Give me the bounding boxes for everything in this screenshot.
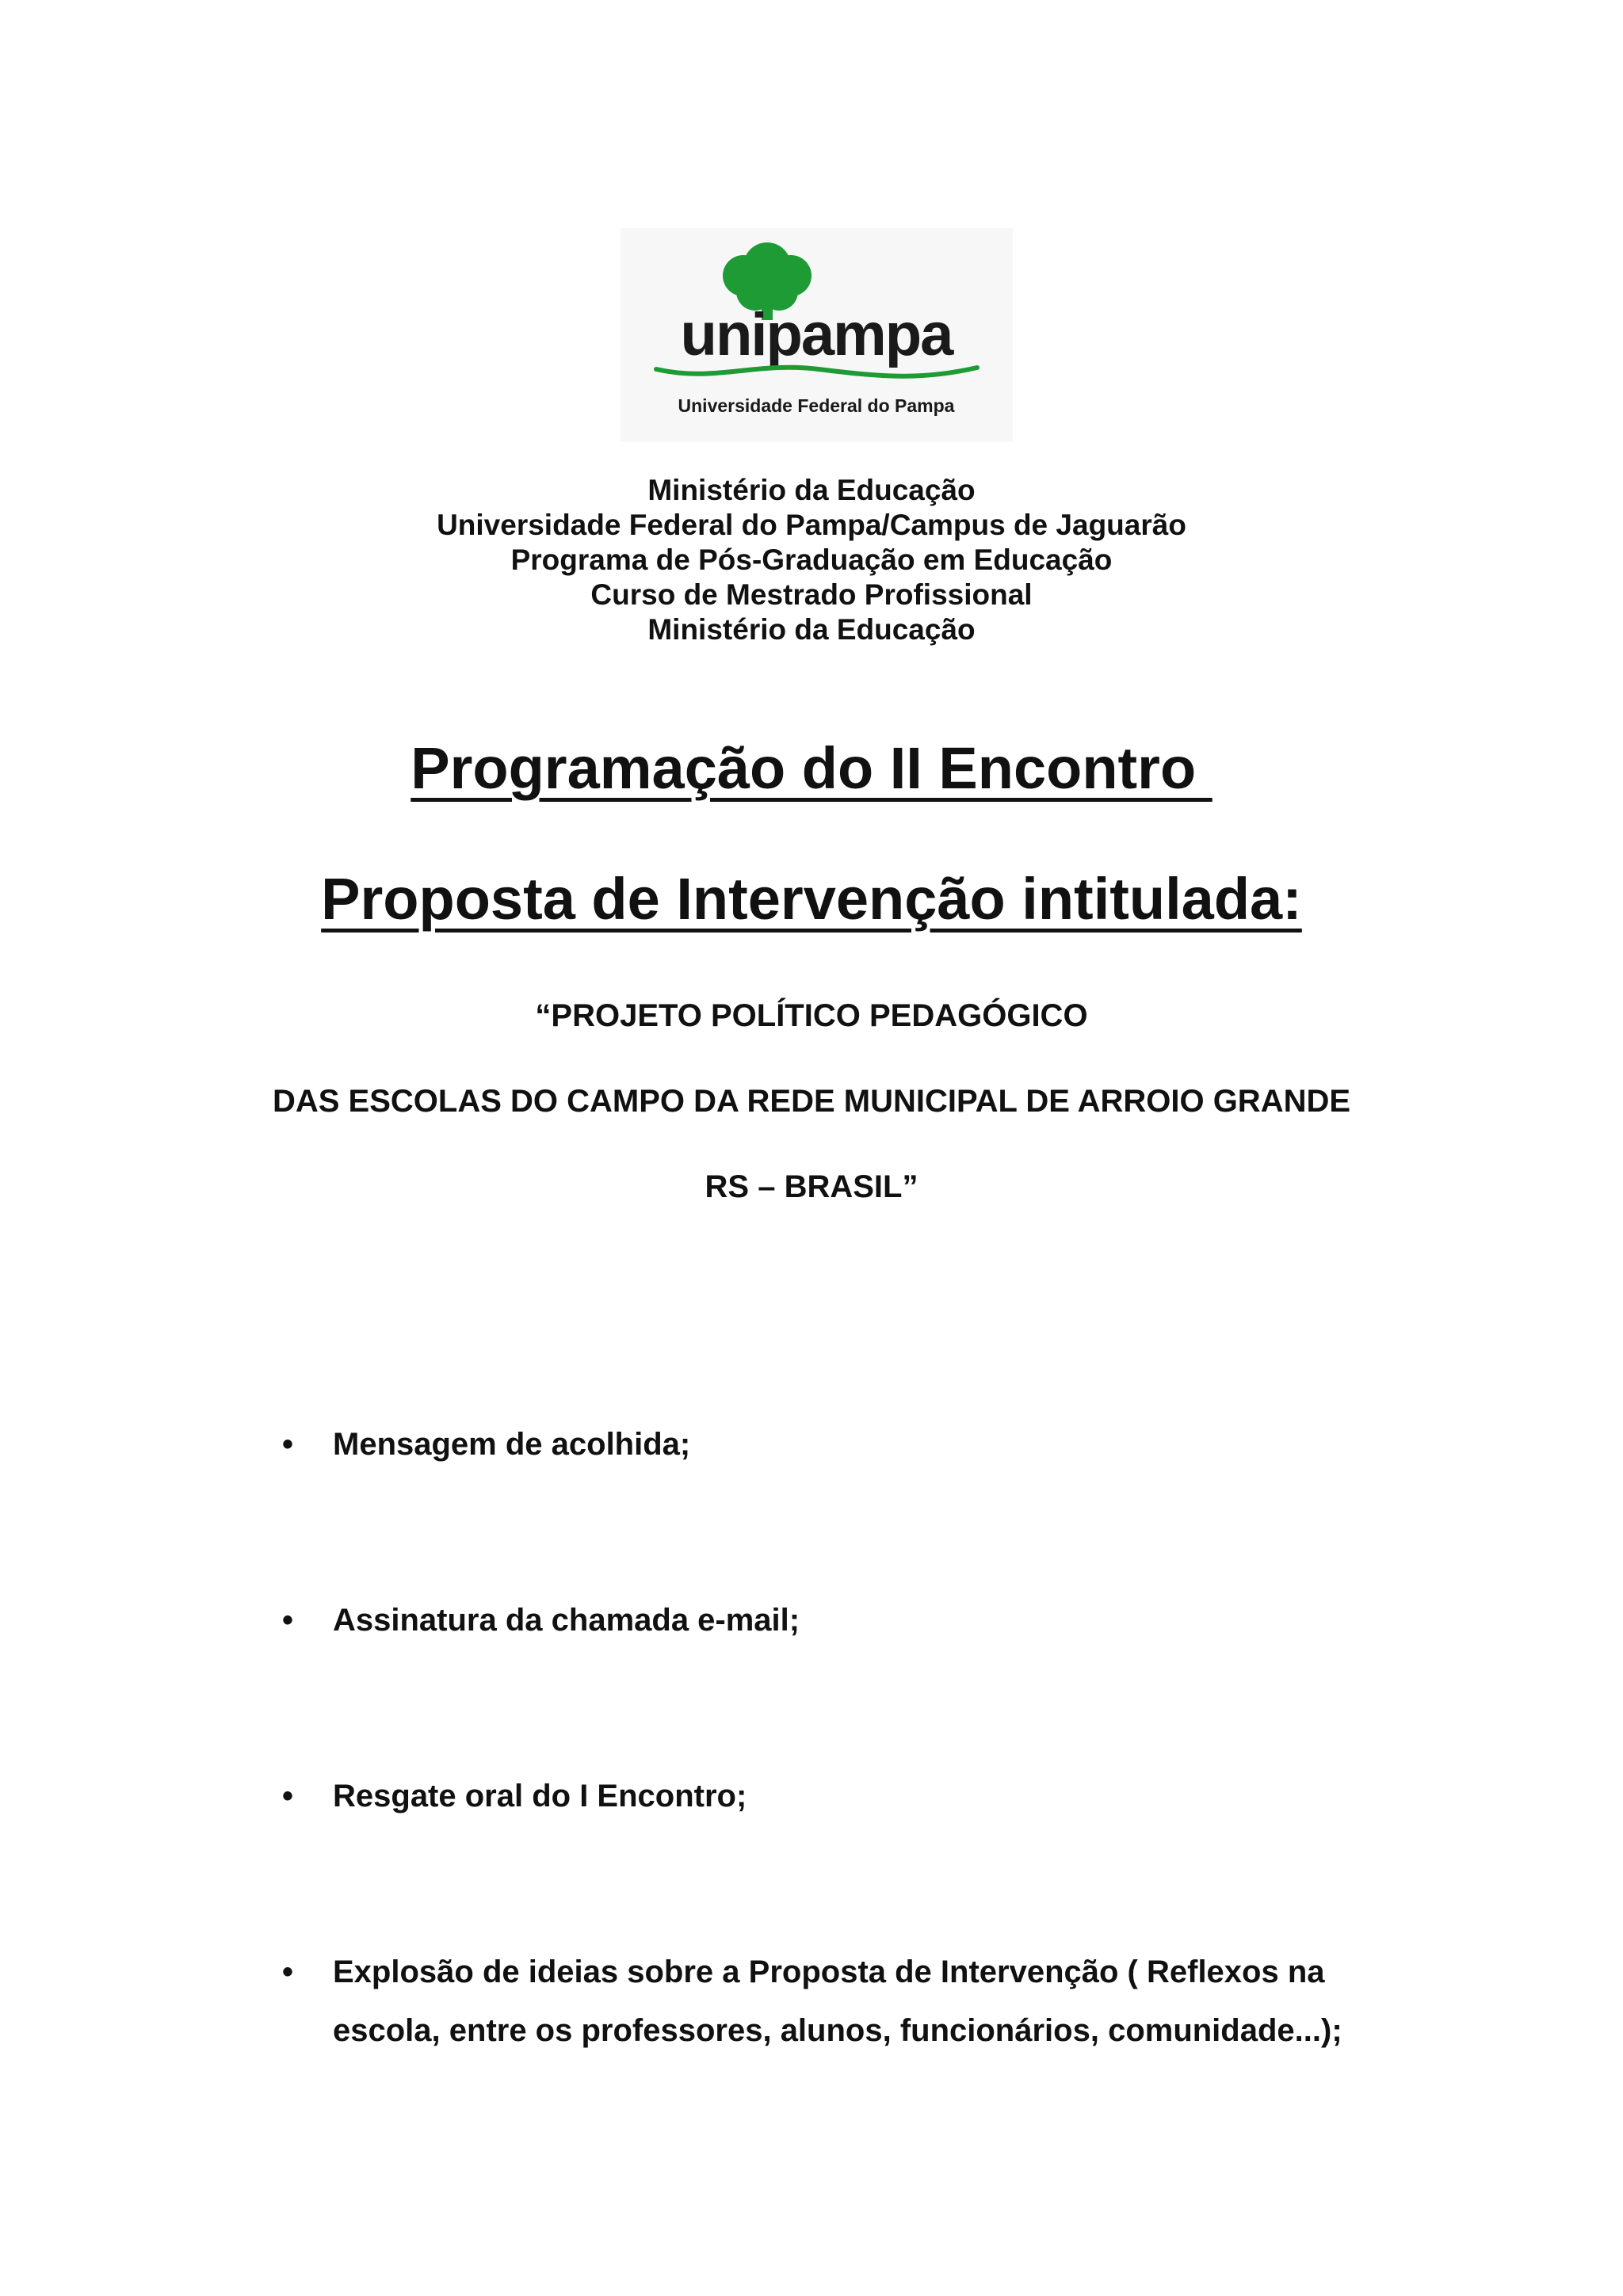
list-item-text: Mensagem de acolhida; — [333, 1427, 691, 1462]
institution-line: Ministério da Educação — [647, 613, 976, 646]
institution-line: Curso de Mestrado Profissional — [590, 578, 1033, 611]
logo-wordmark: unipampa — [680, 301, 953, 368]
list-item-text: Explosão de ideias sobre a Proposta de Intervenção ( Reflexos na escola, entre os professores, alunos, funcionários, comunidade...); — [333, 1955, 1342, 2048]
bullet-icon: • — [282, 1955, 294, 1989]
institution-line: Programa de Pós-Graduação em Educação — [510, 543, 1113, 576]
institution-header — [0, 473, 1623, 647]
logo-subtitle: Universidade Federal do Pampa — [678, 395, 955, 416]
list-item-text: Assinatura da chamada e-mail; — [333, 1603, 800, 1638]
list-item-text: Resgate oral do I Encontro; — [333, 1779, 747, 1814]
sub-title: Proposta de Intervenção intitulada: — [321, 866, 1302, 932]
bullet-icon: • — [282, 1603, 294, 1638]
unipampa-logo — [621, 228, 1013, 442]
bullet-icon: • — [282, 1427, 294, 1462]
institution-line: Universidade Federal do Pampa/Campus de Jaguarão — [437, 509, 1186, 541]
bullet-icon: • — [282, 1779, 294, 1814]
project-title-line: DAS ESCOLAS DO CAMPO DA REDE MUNICIPAL DE ARROIO GRANDE — [272, 1084, 1351, 1119]
main-title: Programação do II Encontro — [411, 735, 1212, 801]
institution-line: Ministério da Educação — [647, 474, 976, 506]
project-title-line: “PROJETO POLÍTICO PEDAGÓGICO — [535, 998, 1088, 1033]
project-title-line: RS – BRASIL” — [705, 1169, 918, 1204]
tree-logo-icon — [621, 228, 1013, 442]
